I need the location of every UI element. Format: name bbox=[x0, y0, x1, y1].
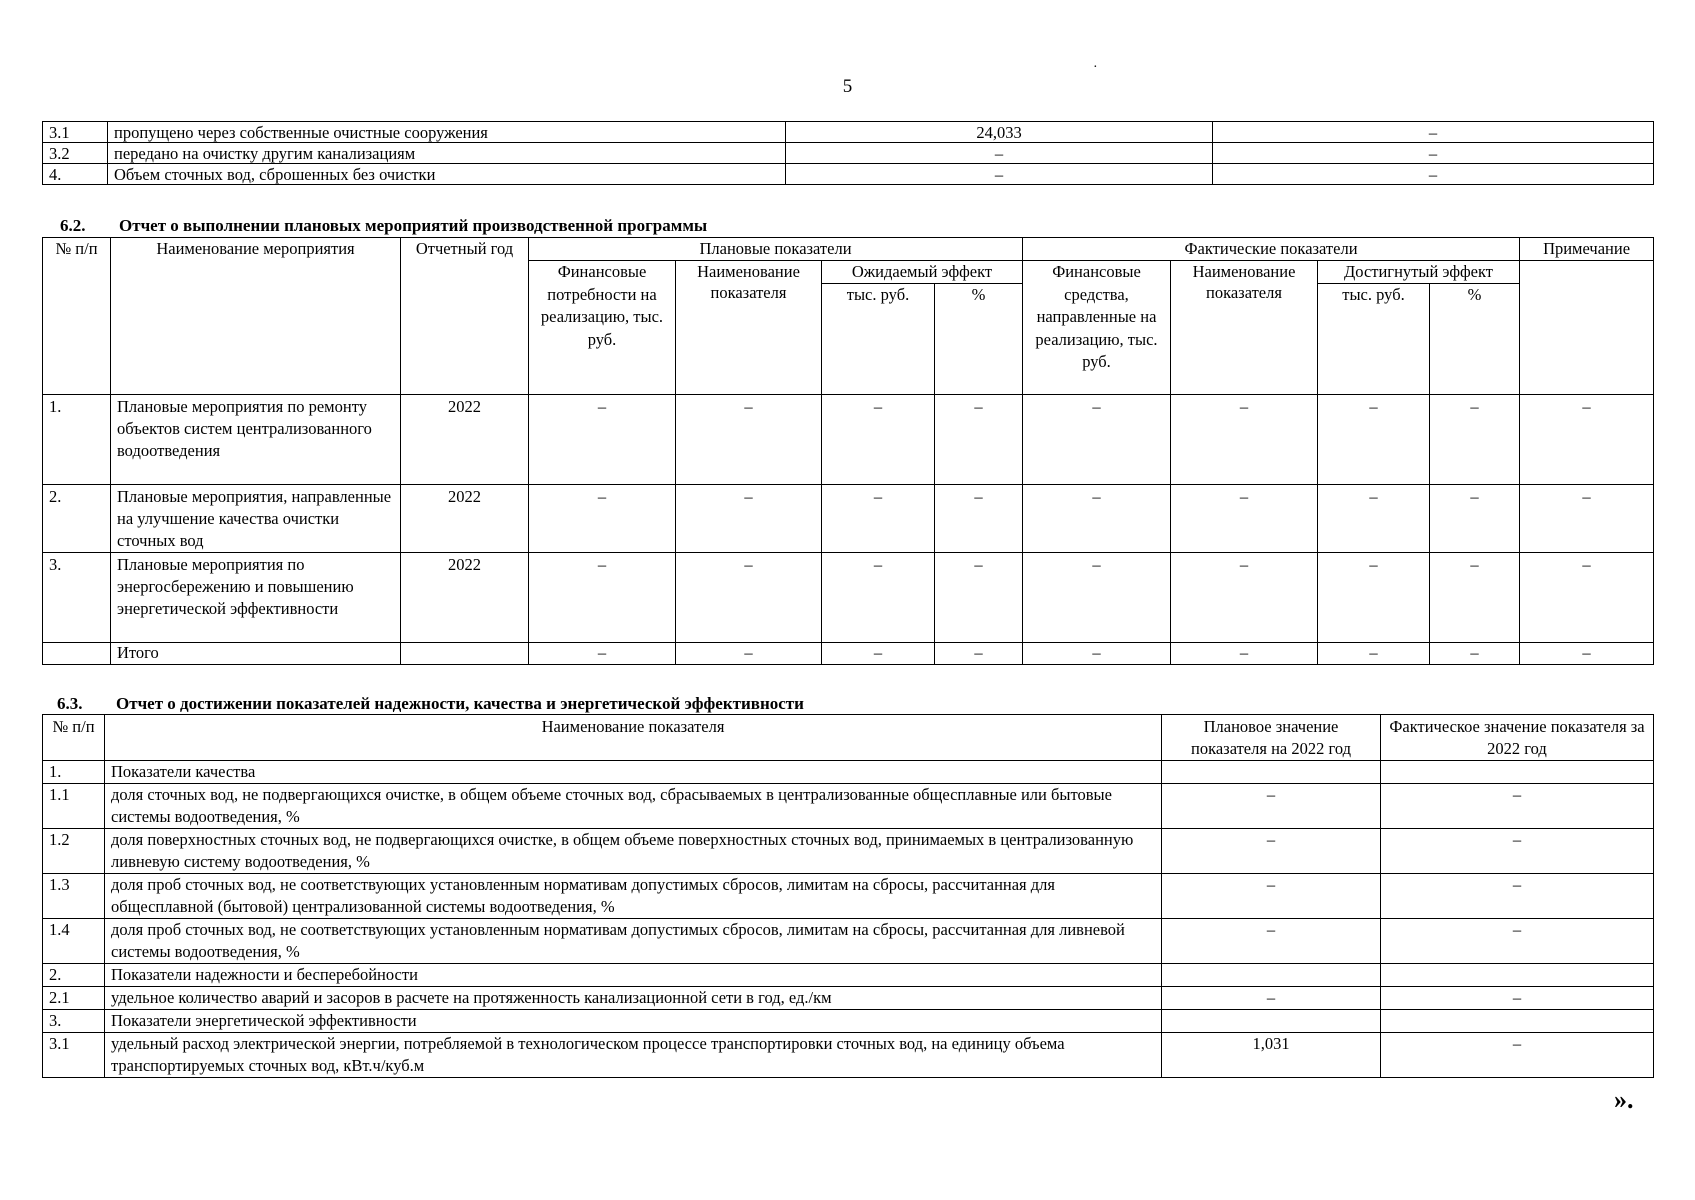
row-plan-value: – bbox=[1162, 874, 1381, 919]
col-year-header: Отчетный год bbox=[401, 238, 529, 395]
row-number: 3.1 bbox=[43, 122, 108, 143]
row-value: – bbox=[1430, 553, 1520, 643]
total-empty-cell bbox=[43, 643, 111, 665]
row-value: – bbox=[1520, 485, 1654, 553]
row-number: 1.2 bbox=[43, 829, 105, 874]
closing-quote: ». bbox=[1614, 1085, 1634, 1114]
section-number: 6.2. bbox=[60, 216, 86, 235]
row-number: 2.1 bbox=[43, 987, 105, 1010]
row-number: 3.2 bbox=[43, 143, 108, 164]
row-value: – bbox=[1171, 395, 1318, 485]
table-row bbox=[43, 784, 1654, 829]
plan-effect-rub-header: тыс. руб. bbox=[822, 284, 935, 395]
fact-effect-header: Достигнутый эффект bbox=[1318, 261, 1520, 284]
col-plan-header: Плановое значение показателя на 2022 год bbox=[1162, 715, 1381, 761]
row-value: – bbox=[822, 553, 935, 643]
row-value: – bbox=[786, 143, 1213, 164]
plan-effect-pct-header: % bbox=[935, 284, 1023, 395]
row-plan-value: – bbox=[1162, 784, 1381, 829]
row-name: Плановые мероприятия по энергосбережению и повышению энергетической эффективности bbox=[111, 553, 401, 643]
row-fact-value: – bbox=[1381, 874, 1654, 919]
row-number: 3.1 bbox=[43, 1033, 105, 1078]
fact-effect-rub-header: тыс. руб. bbox=[1318, 284, 1430, 395]
row-value: – bbox=[676, 553, 822, 643]
wastewater-volume-table bbox=[42, 121, 1654, 185]
table-row bbox=[43, 987, 1654, 1010]
row-name: Плановые мероприятия по ремонту объектов систем централизованного водоотведения bbox=[111, 395, 401, 485]
row-plan-value bbox=[1162, 1010, 1381, 1033]
row-value: – bbox=[1213, 122, 1654, 143]
section-title: Отчет о выполнении плановых мероприятий производственной программы bbox=[119, 216, 708, 235]
plan-indicator-header: Наименование показателя bbox=[676, 261, 822, 395]
table-row bbox=[43, 829, 1654, 874]
total-value: – bbox=[1318, 643, 1430, 665]
row-value: – bbox=[1430, 485, 1520, 553]
row-number: 1.4 bbox=[43, 919, 105, 964]
table-row bbox=[43, 164, 1654, 185]
row-value: 24,033 bbox=[786, 122, 1213, 143]
total-value: – bbox=[935, 643, 1023, 665]
row-value: – bbox=[1520, 553, 1654, 643]
fact-finance-header: Финансовые средства, направленные на реализацию, тыс. руб. bbox=[1023, 261, 1171, 395]
table-row bbox=[43, 1010, 1654, 1033]
row-name: Плановые мероприятия, направленные на улучшение качества очистки сточных вод bbox=[111, 485, 401, 553]
row-name: Показатели качества bbox=[105, 761, 1162, 784]
row-value: – bbox=[1318, 553, 1430, 643]
total-value: – bbox=[1171, 643, 1318, 665]
row-value: – bbox=[1430, 395, 1520, 485]
row-number: 1.1 bbox=[43, 784, 105, 829]
row-value: – bbox=[1318, 395, 1430, 485]
table-row bbox=[43, 143, 1654, 164]
row-value: – bbox=[676, 395, 822, 485]
row-value: – bbox=[935, 395, 1023, 485]
row-value: – bbox=[822, 395, 935, 485]
indicators-table bbox=[42, 714, 1654, 1078]
row-fact-value: – bbox=[1381, 1033, 1654, 1078]
page-number: 5 bbox=[842, 76, 853, 97]
row-plan-value: – bbox=[1162, 987, 1381, 1010]
row-fact-value bbox=[1381, 964, 1654, 987]
row-value: – bbox=[1520, 395, 1654, 485]
row-number: 4. bbox=[43, 164, 108, 185]
row-value: – bbox=[1023, 485, 1171, 553]
row-plan-value bbox=[1162, 964, 1381, 987]
row-number: 2. bbox=[43, 964, 105, 987]
total-value: – bbox=[1023, 643, 1171, 665]
fact-effect-pct-header: % bbox=[1430, 284, 1520, 395]
total-value: – bbox=[822, 643, 935, 665]
table-row bbox=[43, 919, 1654, 964]
row-number: 3. bbox=[43, 1010, 105, 1033]
row-value: – bbox=[1213, 164, 1654, 185]
row-value: – bbox=[935, 553, 1023, 643]
row-value: – bbox=[935, 485, 1023, 553]
row-name: Показатели энергетической эффективности bbox=[105, 1010, 1162, 1033]
row-value: – bbox=[1171, 485, 1318, 553]
table-row bbox=[43, 122, 1654, 143]
section-6-3-heading bbox=[57, 694, 804, 714]
row-value: – bbox=[1023, 553, 1171, 643]
row-year: 2022 bbox=[401, 395, 529, 485]
total-row bbox=[43, 643, 1654, 665]
total-value: – bbox=[1430, 643, 1520, 665]
planned-measures-table bbox=[42, 237, 1654, 665]
row-value: – bbox=[1023, 395, 1171, 485]
col-fact-header: Фактическое значение показателя за 2022 год bbox=[1381, 715, 1654, 761]
plan-effect-header: Ожидаемый эффект bbox=[822, 261, 1023, 284]
row-name: удельный расход электрической энергии, потребляемой в технологическом процессе транспортировки сточных вод, на единицу объема транспортируемых сточных вод, кВт.ч/куб.м bbox=[105, 1033, 1162, 1078]
total-value: – bbox=[529, 643, 676, 665]
row-value: – bbox=[786, 164, 1213, 185]
row-number: 1. bbox=[43, 761, 105, 784]
row-number: 1. bbox=[43, 395, 111, 485]
col-name-header: Наименование мероприятия bbox=[111, 238, 401, 395]
row-plan-value: 1,031 bbox=[1162, 1033, 1381, 1078]
row-fact-value: – bbox=[1381, 829, 1654, 874]
row-plan-value: – bbox=[1162, 829, 1381, 874]
row-value: – bbox=[1318, 485, 1430, 553]
total-value: – bbox=[676, 643, 822, 665]
row-value: – bbox=[822, 485, 935, 553]
row-fact-value: – bbox=[1381, 987, 1654, 1010]
row-value: – bbox=[1171, 553, 1318, 643]
row-value: – bbox=[676, 485, 822, 553]
row-fact-value: – bbox=[1381, 919, 1654, 964]
plan-finance-header: Финансовые потребности на реализацию, тыс. руб. bbox=[529, 261, 676, 395]
row-year: 2022 bbox=[401, 485, 529, 553]
note-header: Примечание bbox=[1520, 238, 1654, 261]
row-name: доля сточных вод, не подвергающихся очистке, в общем объеме сточных вод, сбрасываемых в централизованные общесплавные или бытовые системы водоотведения, % bbox=[105, 784, 1162, 829]
row-fact-value bbox=[1381, 1010, 1654, 1033]
plan-group-header: Плановые показатели bbox=[529, 238, 1023, 261]
table-row bbox=[43, 964, 1654, 987]
row-name: доля проб сточных вод, не соответствующих установленным нормативам допустимых сбросов, лимитам на сбросы, рассчитанная для общесплавной (бытовой) централизованной системы водоотведения, % bbox=[105, 874, 1162, 919]
section-number: 6.3. bbox=[57, 694, 83, 713]
row-name: пропущено через собственные очистные сооружения bbox=[108, 122, 786, 143]
row-number: 2. bbox=[43, 485, 111, 553]
fact-indicator-header: Наименование показателя bbox=[1171, 261, 1318, 395]
total-year-cell bbox=[401, 643, 529, 665]
row-name: доля поверхностных сточных вод, не подвергающихся очистке, в общем объеме поверхностных сточных вод, принимаемых в централизованную ливневую систему водоотведения, % bbox=[105, 829, 1162, 874]
fact-group-header: Фактические показатели bbox=[1023, 238, 1520, 261]
row-name: Показатели надежности и бесперебойности bbox=[105, 964, 1162, 987]
section-6-2-heading bbox=[60, 216, 707, 236]
col-number-header: № п/п bbox=[43, 238, 111, 395]
row-value: – bbox=[529, 485, 676, 553]
table-row bbox=[43, 1033, 1654, 1078]
table-row bbox=[43, 761, 1654, 784]
col-number-header: № п/п bbox=[43, 715, 105, 761]
row-number: 3. bbox=[43, 553, 111, 643]
row-value: – bbox=[529, 395, 676, 485]
table-row bbox=[43, 485, 1654, 553]
col-name-header: Наименование показателя bbox=[105, 715, 1162, 761]
stray-dot: · bbox=[1093, 60, 1098, 75]
row-plan-value bbox=[1162, 761, 1381, 784]
row-number: 1.3 bbox=[43, 874, 105, 919]
row-value: – bbox=[1213, 143, 1654, 164]
table-row bbox=[43, 395, 1654, 485]
table-row bbox=[43, 874, 1654, 919]
total-label: Итого bbox=[111, 643, 401, 665]
row-year: 2022 bbox=[401, 553, 529, 643]
row-name: удельное количество аварий и засоров в расчете на протяженность канализационной сети в год, ед./км bbox=[105, 987, 1162, 1010]
total-value: – bbox=[1520, 643, 1654, 665]
row-fact-value: – bbox=[1381, 784, 1654, 829]
row-name: доля проб сточных вод, не соответствующих установленным нормативам допустимых сбросов, лимитам на сбросы, рассчитанная для ливневой системы водоотведения, % bbox=[105, 919, 1162, 964]
note-subheader bbox=[1520, 261, 1654, 395]
table-row bbox=[43, 553, 1654, 643]
row-fact-value bbox=[1381, 761, 1654, 784]
section-title: Отчет о достижении показателей надежности, качества и энергетической эффективности bbox=[116, 694, 804, 713]
row-name: Объем сточных вод, сброшенных без очистки bbox=[108, 164, 786, 185]
row-value: – bbox=[529, 553, 676, 643]
row-plan-value: – bbox=[1162, 919, 1381, 964]
row-name: передано на очистку другим канализациям bbox=[108, 143, 786, 164]
